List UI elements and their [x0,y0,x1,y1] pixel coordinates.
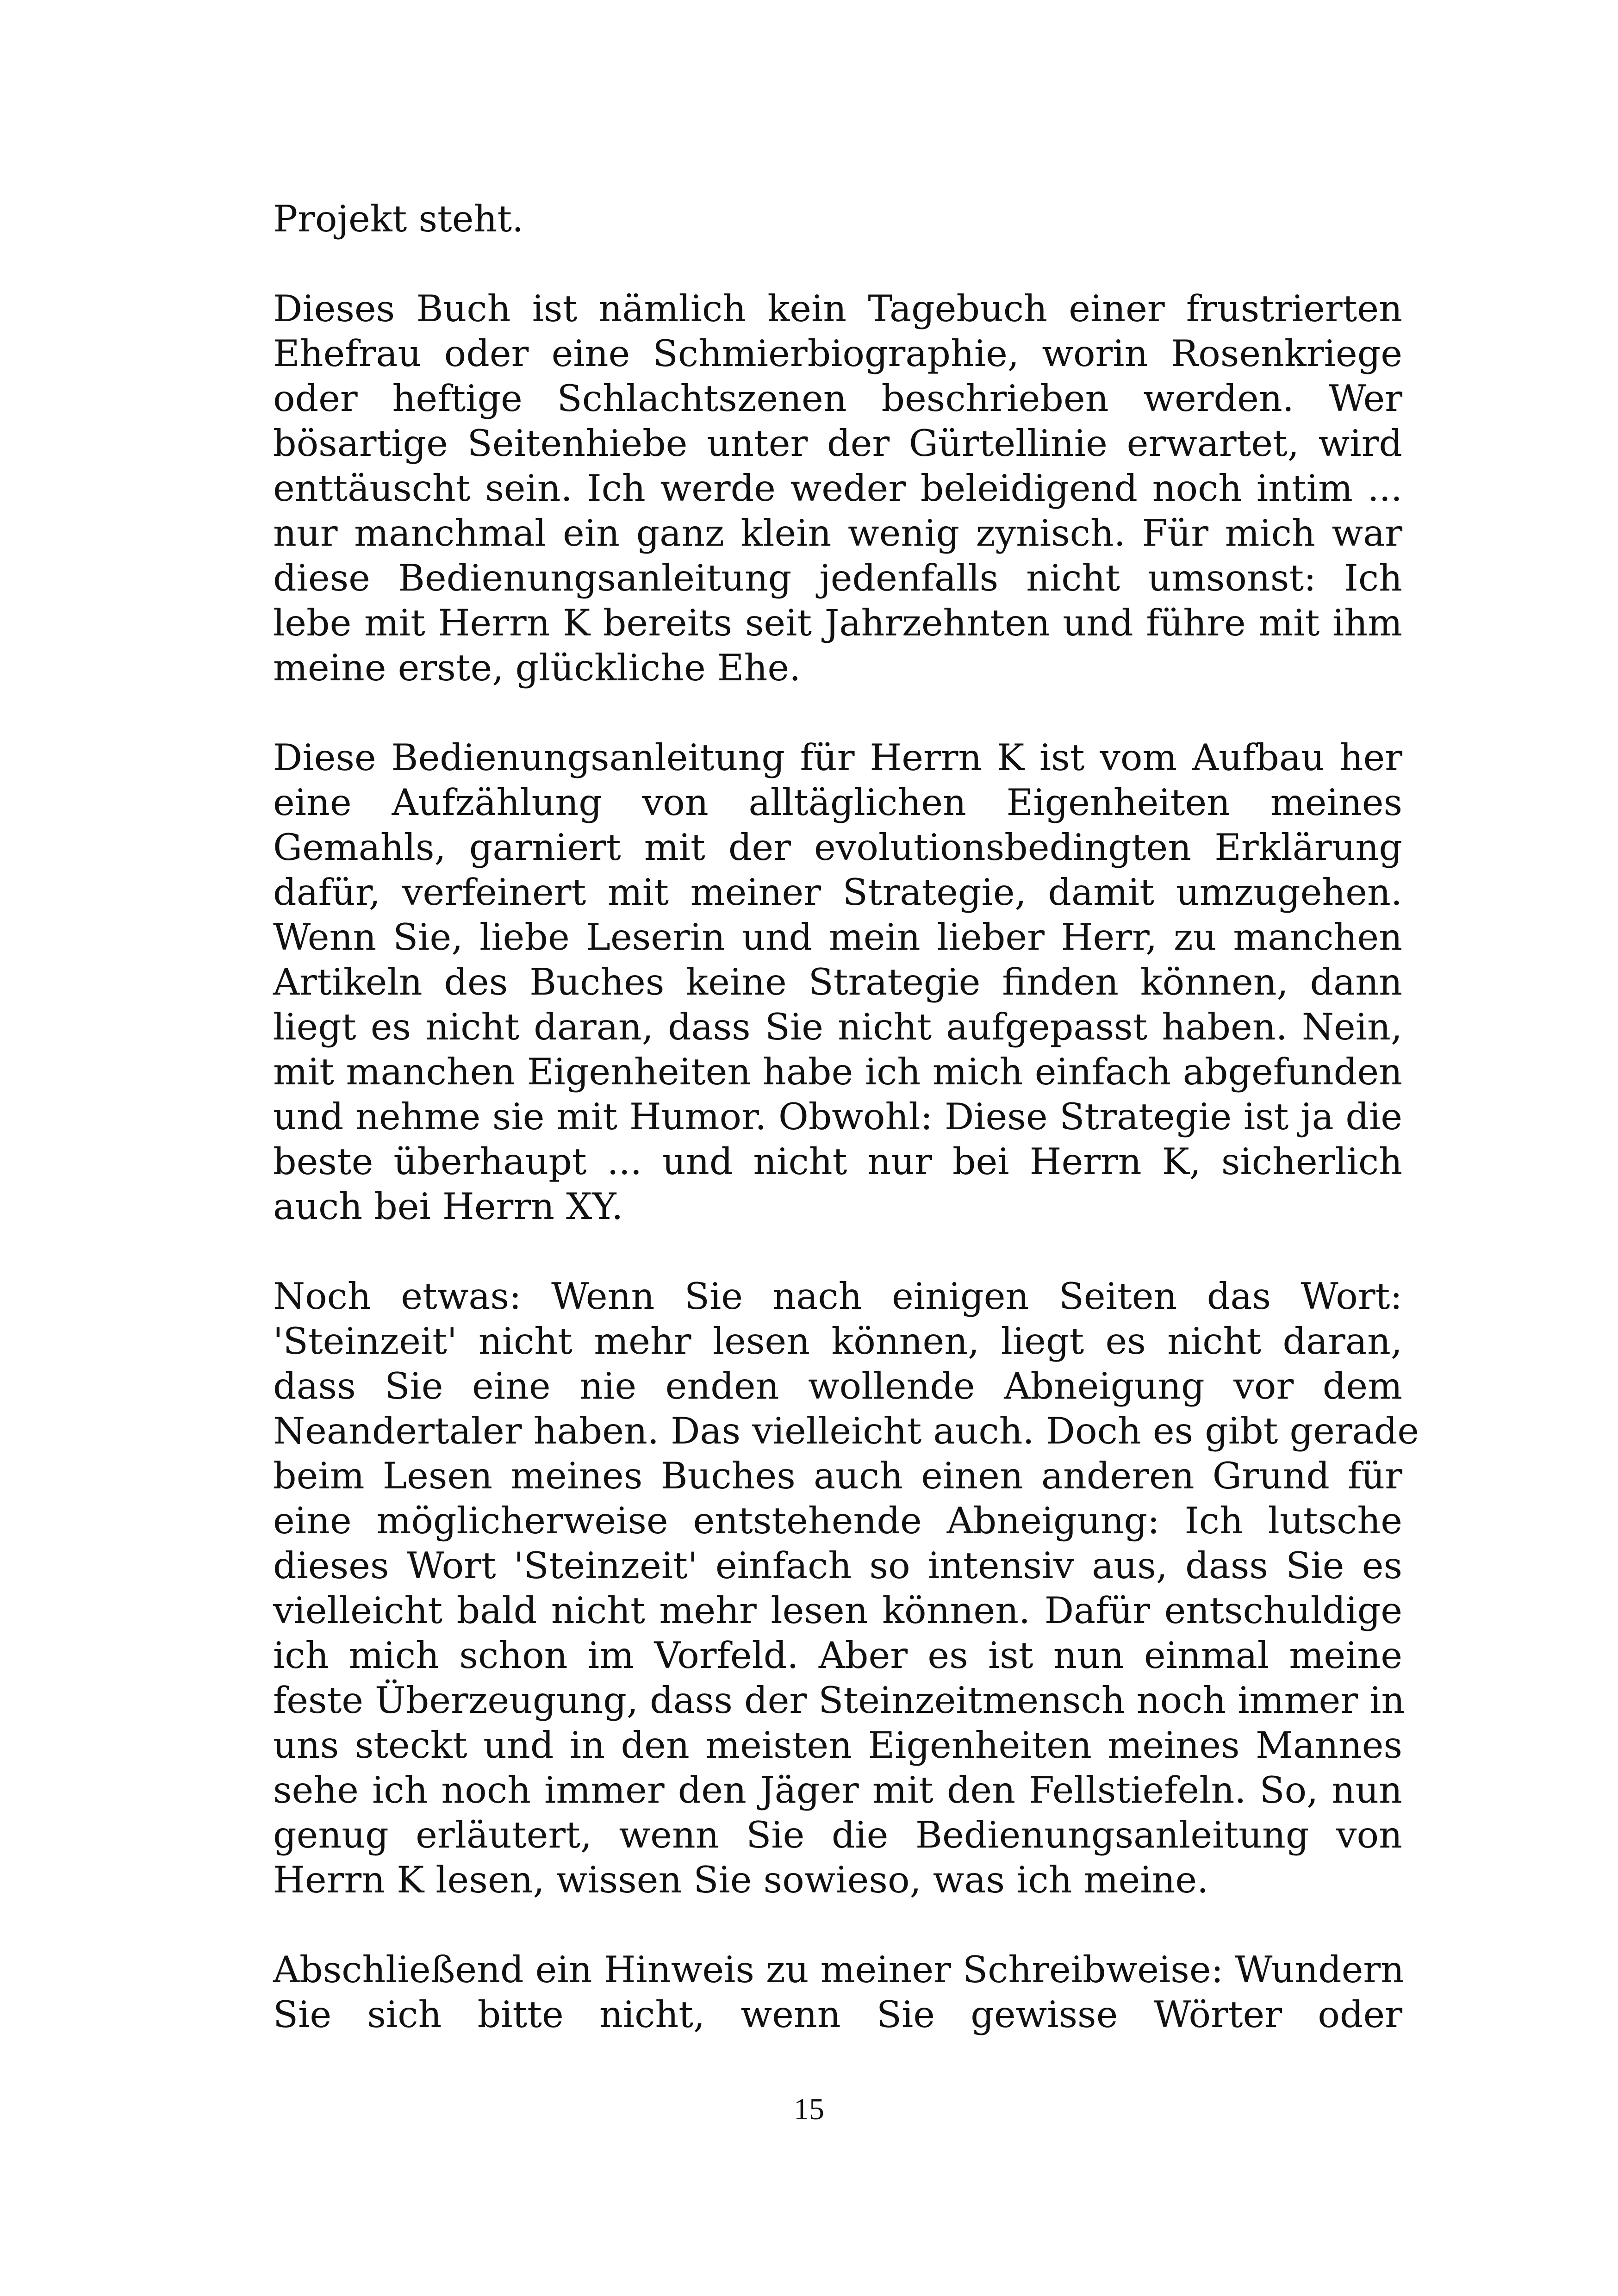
text-line: dieses Wort 'Steinzeit' einfach so intensiv aus, dass Sie es [273,1544,1402,1587]
text-line: Gemahls, garniert mit der evolutionsbedingten Erklärung [273,826,1402,869]
text-line: bösartige Seitenhiebe unter der Gürtellinie erwartet, wird [273,422,1402,465]
text-line: eine möglicherweise entstehende Abneigung: Ich lutsche [273,1500,1402,1542]
text-line: meine erste, glückliche Ehe. [273,647,801,689]
paragraph-gap [273,691,1402,735]
text-line: ich mich schon im Vorfeld. Aber es ist nun einmal meine [273,1634,1402,1677]
text-line: Dieses Buch ist nämlich kein Tagebuch einer frustrierten [273,287,1402,330]
text-line: beste überhaupt ... und nicht nur bei Herrn K, sicherlich [273,1140,1402,1183]
text-line: sehe ich noch immer den Jäger mit den Fellstiefeln. So, nun [273,1769,1402,1811]
text-line: beim Lesen meines Buches auch einen anderen Grund für [273,1455,1402,1497]
text-line: nur manchmal ein ganz klein wenig zynisch. Für mich war [273,512,1402,554]
text-line: Noch etwas: Wenn Sie nach einigen Seiten das Wort: [273,1275,1402,1318]
text-line: und nehme sie mit Humor. Obwohl: Diese Strategie ist ja die [273,1095,1402,1138]
paragraph [273,197,1402,242]
text-line: mit manchen Eigenheiten habe ich mich einfach abgefunden [273,1051,1402,1093]
text-line: liegt es nicht daran, dass Sie nicht aufgepasst haben. Nein, [273,1006,1402,1048]
text-line: Diese Bedienungsanleitung für Herrn K ist vom Aufbau her [273,736,1402,779]
text-line: dass Sie eine nie enden wollende Abneigung vor dem [273,1365,1402,1407]
paragraph-gap [273,1903,1402,1948]
page-number: 15 [794,2092,824,2126]
text-line: 'Steinzeit' nicht mehr lesen können, liegt es nicht daran, [273,1320,1402,1363]
text-line: Artikeln des Buches keine Strategie finden können, dann [273,961,1402,1003]
paragraph [273,1948,1405,2037]
paragraph-gap [273,1229,1402,1274]
text-line: eine Aufzählung von alltäglichen Eigenheiten meines [273,781,1402,824]
text-line: uns steckt und in den meisten Eigenheiten meines Mannes [273,1724,1402,1767]
text-line: Herrn K lesen, wissen Sie sowieso, was ich meine. [273,1859,1209,1901]
text-line: feste Überzeugung, dass der Steinzeitmensch noch immer in [273,1679,1405,1722]
text-line: vielleicht bald nicht mehr lesen können. Dafür entschuldige [273,1589,1402,1632]
text-line: Ehefrau oder eine Schmierbiographie, worin Rosenkriege [273,332,1402,375]
text-line: auch bei Herrn XY. [273,1185,623,1228]
text-line: dafür, verfeinert mit meiner Strategie, damit umzugehen. [273,871,1402,914]
paragraph [273,1274,1419,1903]
text-line: diese Bedienungsanleitung jedenfalls nicht umsonst: Ich [273,557,1402,599]
text-line: Projekt steht. [273,198,524,240]
text-line: genug erläutert, wenn Sie die Bedienungsanleitung von [273,1814,1402,1856]
text-line: Neandertaler haben. Das vielleicht auch. Doch es gibt gerade [273,1410,1419,1452]
text-line: enttäuscht sein. Ich werde weder beleidigend noch intim ... [273,467,1402,510]
text-line: Abschließend ein Hinweis zu meiner Schreibweise: Wundern [273,1948,1405,1991]
text-line: Wenn Sie, liebe Leserin und mein lieber Herr, zu manchen [273,916,1402,958]
paragraph [273,286,1402,691]
body-text [273,197,1419,2037]
text-line: oder heftige Schlachtszenen beschrieben werden. Wer [273,377,1402,420]
text-line: lebe mit Herrn K bereits seit Jahrzehnten und führe mit ihm [273,602,1402,644]
text-line: Sie sich bitte nicht, wenn Sie gewisse Wörter oder [273,1993,1402,2036]
paragraph-gap [273,242,1402,286]
paragraph [273,735,1402,1229]
